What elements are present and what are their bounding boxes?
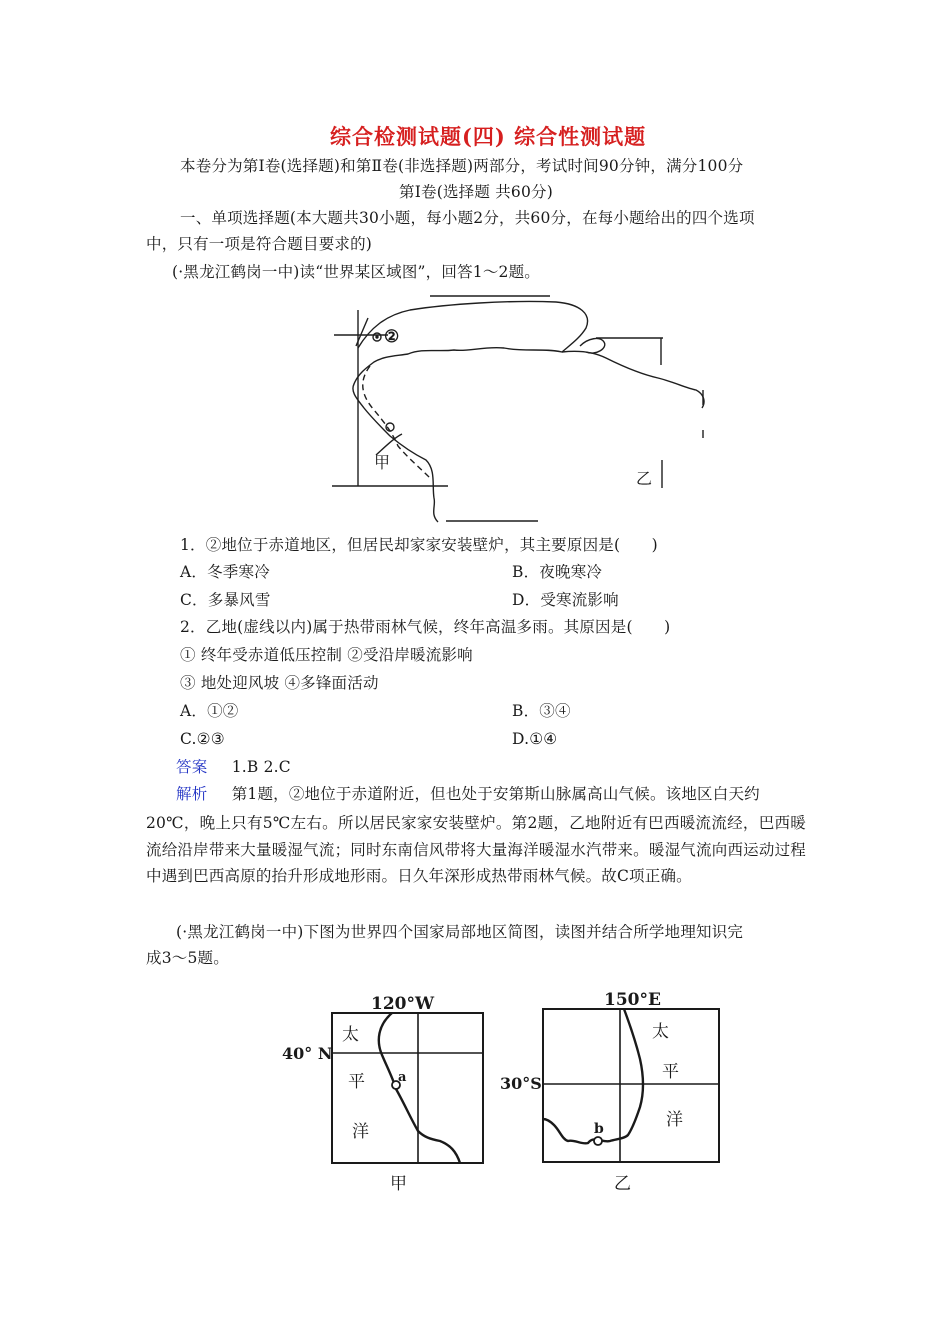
part1-instructions-line2: 中，只有一项是符合题目要求的) <box>146 235 373 253</box>
q2-option-c: C.②③ <box>180 730 225 748</box>
page-title: 综合检测试题(四) 综合性测试题 <box>330 124 647 149</box>
world-region-map <box>318 290 718 525</box>
answer-row <box>176 757 291 777</box>
map-yi-caption: 乙 <box>614 1174 631 1194</box>
andes-dashed-line <box>363 366 430 478</box>
question-source-2-line1: (·黑龙江鹤岗一中)下图为世界四个国家局部地区简图，读图并结合所学地理知识完 <box>176 923 744 941</box>
map-yi <box>498 985 728 1210</box>
exam-intro: 本卷分为第Ⅰ卷(选择题)和第Ⅱ卷(非选择题)两部分，考试时间90分钟，满分100分 <box>180 157 744 175</box>
q1-option-c: C．多暴风雪 <box>180 591 271 609</box>
coastline-east <box>562 351 704 408</box>
analysis-text-first: 第1题，②地位于赤道附近，但也处于安第斯山脉属高山气候。该地区白天约 <box>231 785 760 803</box>
q2-option-a: A．①② <box>180 702 239 720</box>
bay-outline <box>580 339 605 354</box>
q1-option-d: D．受寒流影响 <box>512 591 619 609</box>
point-b-label: b <box>594 1121 604 1137</box>
ocean-char-tai: 太 <box>342 1025 359 1045</box>
lat-label-30s: 30°S <box>500 1074 542 1093</box>
question-2-stem: 2．乙地(虚线以内)属于热带雨林气候，终年高温多雨。其原因是( ) <box>180 618 671 636</box>
analysis-text-rest: 20℃，晚上只有5℃左右。所以居民家家安装壁炉。第2题，乙地附近有巴西暖流流经，巴西暖流给沿岸带来大量暖湿气流；同时东南信风带将大量海洋暖湿水汽带来。暖湿气流向西运动过程中遇到巴西高原的抬升形成地形雨。日久年深形成热带雨林气候。故C项正确。 <box>146 814 806 885</box>
ocean-char-ping: 平 <box>662 1062 679 1082</box>
label-jia: 甲 <box>374 453 391 472</box>
answer-text: 1.B 2.C <box>231 758 291 776</box>
point-a-label: a <box>398 1070 407 1085</box>
point-b-marker <box>594 1137 602 1145</box>
map-jia <box>280 985 520 1210</box>
ocean-char-tai: 太 <box>652 1022 669 1042</box>
lon-label-120w: 120°W <box>371 994 435 1014</box>
label-point-2: ② <box>384 327 400 347</box>
q1-option-a: A．冬季寒冷 <box>180 563 270 581</box>
ocean-char-yang: 洋 <box>352 1122 369 1142</box>
ocean-char-ping: 平 <box>348 1072 365 1092</box>
coastline-jia <box>379 1013 460 1163</box>
q2-option-b: B．③④ <box>512 702 571 720</box>
lon-label-150e: 150°E <box>604 990 661 1010</box>
analysis-label: 解析 <box>176 785 208 803</box>
coastline-yi <box>543 1009 643 1143</box>
q2-option-d: D.①④ <box>512 730 558 748</box>
q2-statements-line1: ① 终年受赤道低压控制 ②受沿岸暖流影响 <box>180 646 473 664</box>
map-jia-caption: 甲 <box>390 1174 407 1194</box>
ocean-char-yang: 洋 <box>666 1110 683 1130</box>
q2-statements-line2: ③ 地处迎风坡 ④多锋面活动 <box>180 674 379 692</box>
question-source-1: (·黑龙江鹤岗一中)读“世界某区域图”，回答1～2题。 <box>172 263 540 281</box>
part1-instructions-line1: 一、单项选择题(本大题共30小题，每小题2分，共60分，在每小题给出的四个选项 <box>180 209 755 227</box>
answer-label: 答案 <box>176 758 208 776</box>
label-yi: 乙 <box>636 469 653 488</box>
question-1-stem: 1．②地位于赤道地区，但居民却家家安装壁炉，其主要原因是( ) <box>180 536 658 554</box>
q1-option-b: B．夜晚寒冷 <box>512 563 603 581</box>
section-heading: 第Ⅰ卷(选择题 共60分) <box>399 183 553 201</box>
lat-label-40n: 40° N <box>282 1044 333 1063</box>
question-source-2-line2: 成3～5题。 <box>146 949 229 967</box>
analysis-first-line <box>176 784 760 804</box>
